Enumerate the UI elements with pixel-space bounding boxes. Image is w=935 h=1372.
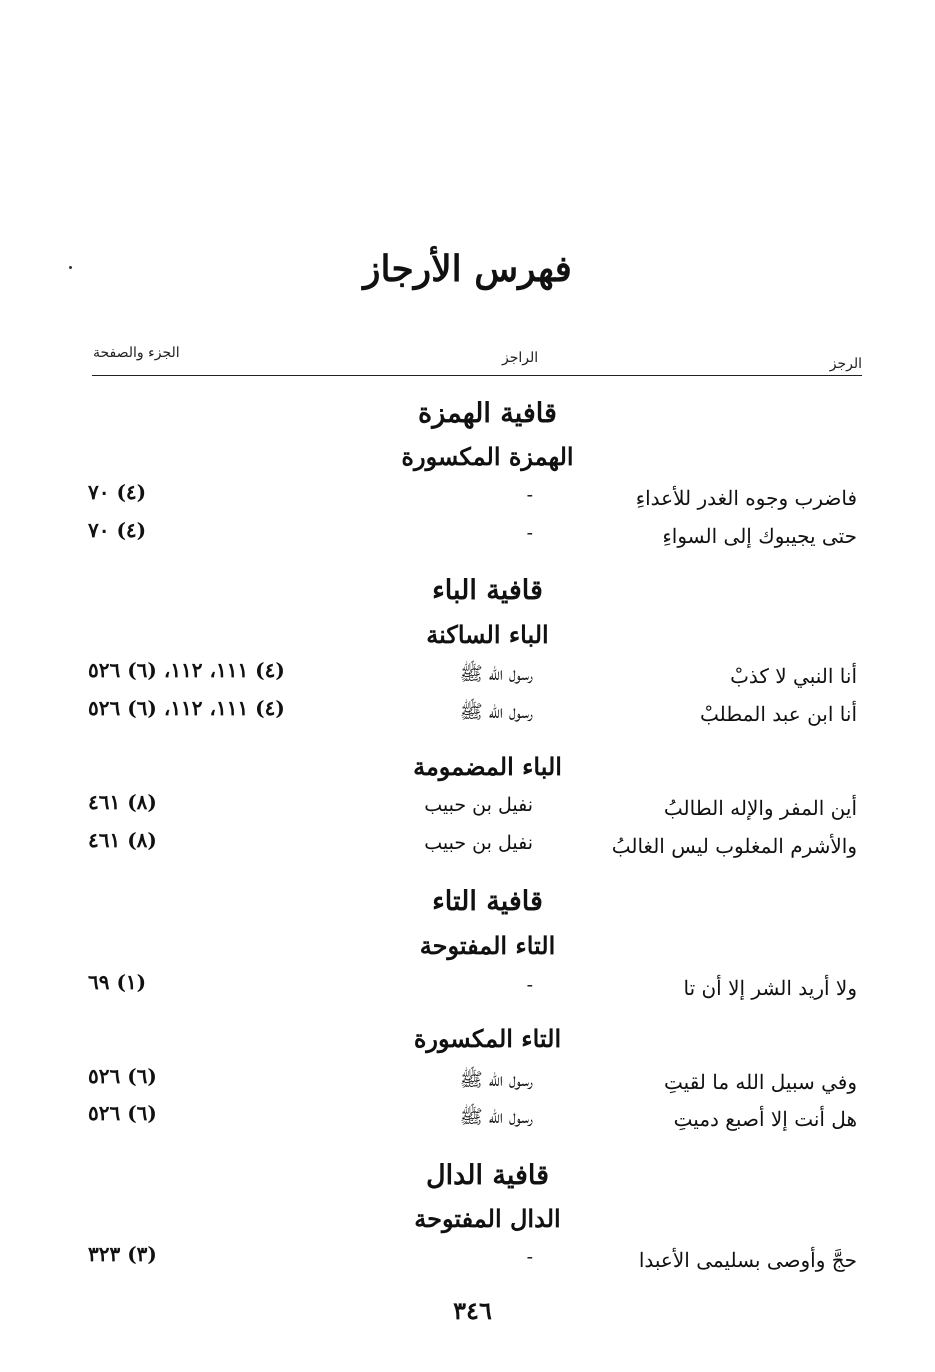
page-ref: (٤) ١١١، ١١٢، (٦) ٥٢٦ (88, 696, 285, 720)
page-number: ٣٤٦ (453, 1296, 492, 1325)
subsection-title: الدال المفتوحة (414, 1204, 561, 1233)
verse: وفي سبيل الله ما لقيتِ (664, 1070, 857, 1094)
section-title: قافية التاء (432, 886, 543, 917)
table-row (0, 970, 935, 1008)
table-row (0, 1242, 935, 1280)
subsection-title: التاء المفتوحة (419, 931, 556, 960)
poet: نفيل بن حبيب (424, 832, 533, 854)
header-ref: الجزء والصفحة (93, 345, 180, 361)
page-ref: (٦) ٥٢٦ (88, 1064, 157, 1088)
subsection-title: الباء الساكنة (426, 620, 549, 649)
poet: - (526, 974, 533, 996)
page-ref: (١) ٦٩ (88, 970, 147, 994)
page-ref: (٦) ٥٢٦ (88, 1101, 157, 1125)
verse: فاضرب وجوه الغدر للأعداءِ (635, 486, 857, 510)
subsection-title: الهمزة المكسورة (401, 442, 574, 471)
page-ref: (٤) ٧٠ (88, 480, 147, 504)
table-row (0, 1101, 935, 1139)
verse: هل أنت إلا أصبع دميتِ (673, 1107, 857, 1131)
page-ref: (٤) ٧٠ (88, 518, 147, 542)
poet: - (526, 522, 533, 544)
section-title: قافية الباء (432, 575, 543, 606)
verse: حتى يجيبوك إلى السواءِ (662, 524, 857, 548)
table-row (0, 696, 935, 734)
table-row (0, 518, 935, 556)
section-title: قافية الدال (425, 1160, 550, 1191)
verse: أنا ابن عبد المطلبْ (700, 702, 857, 726)
poet: رسول الله ﷺ (459, 1069, 533, 1091)
verse: ولا أريد الشر إلا أن تا (683, 976, 857, 1000)
poet: - (526, 1246, 533, 1268)
table-row (0, 828, 935, 866)
header-verse: الرجز (829, 356, 862, 372)
poet: نفيل بن حبيب (424, 794, 533, 816)
verse: أنا النبي لا كذبْ (730, 664, 857, 688)
table-row (0, 658, 935, 696)
page-ref: (٨) ٤٦١ (88, 828, 157, 852)
poet: رسول الله ﷺ (459, 701, 533, 723)
header-poet: الراجز (502, 350, 539, 366)
table-row (0, 1064, 935, 1102)
poet: - (526, 484, 533, 506)
subsection-title: الباء المضمومة (413, 752, 562, 781)
table-row (0, 480, 935, 518)
verse: حجَّ وأوصى بسليمى الأعبدا (638, 1248, 857, 1272)
verse: أين المفر والإله الطالبُ (663, 796, 857, 820)
poet: رسول الله ﷺ (459, 663, 533, 685)
page-ref: (٨) ٤٦١ (88, 790, 157, 814)
page-ref: (٣) ٣٢٣ (88, 1242, 157, 1266)
scan-speck (69, 266, 72, 269)
poet: رسول الله ﷺ (459, 1106, 533, 1128)
section-title: قافية الهمزة (418, 398, 557, 429)
page-title: فهرس الأرجاز (363, 248, 572, 290)
table-row (0, 790, 935, 828)
verse: والأشرم المغلوب ليس الغالبُ (611, 834, 857, 858)
page-ref: (٤) ١١١، ١١٢، (٦) ٥٢٦ (88, 658, 285, 682)
subsection-title: التاء المكسورة (413, 1024, 562, 1053)
header-divider (92, 375, 862, 376)
